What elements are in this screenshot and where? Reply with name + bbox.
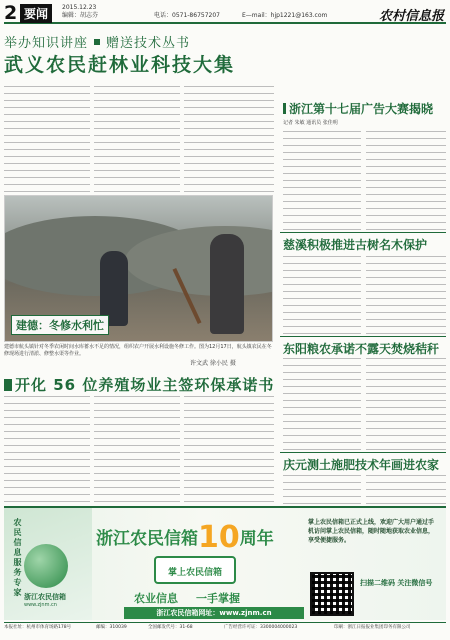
editor-credit: 编辑：胡志芬 [62,12,99,19]
contact-phone: 电话：0571-86757207 [154,12,220,19]
footer-address: 本报社址：杭州市体育场路178号 [4,625,72,630]
page-header [4,2,446,24]
story2-body-col-1 [283,254,361,334]
story3-body-col-2 [366,358,446,450]
story1-source: 记者 朱敏 通讯员 张佳明 [283,120,338,126]
footer-postal-code: 全国邮发代号：31-68 [148,625,193,630]
divider [280,232,446,233]
story1-body-col-2 [366,128,446,230]
story1-title: 浙江第十七届广告大赛揭晓 [283,100,433,117]
story3-body-col-1 [283,358,361,450]
page-number: 2 [4,2,18,24]
section-label: 要闻 [20,4,52,23]
lead-body-col-2 [94,80,180,192]
qr-label: 扫描二维码 关注微信号 [360,579,433,587]
footer-ad-license: 广告经营许可证：3300004000023 [224,625,298,630]
story4-body-col-1 [283,474,361,504]
footer-postcode: 邮编：310039 [96,625,127,630]
middle-body-col-2 [94,394,180,502]
story2-body-col-2 [366,254,446,334]
qr-code-icon[interactable] [310,572,354,616]
ad-logo-text: 浙江农民信箱 [24,593,66,601]
contact-email: E—mail：hjp1221@163.com [242,12,328,19]
page-footer [4,622,446,638]
issue-date: 2015.12.23 [62,4,97,11]
middle-headline: 开化 56 位养殖场业主签环保承诺书 [4,374,274,395]
advertisement-banner[interactable] [4,506,446,620]
lead-body-col-1 [4,80,90,192]
photo-caption-tag: 建德：冬修水利忙 [11,315,109,335]
kicker-separator [94,39,100,45]
footer-printer: 印刷：浙江日报报业集团印务有限公司 [334,625,411,630]
story4-title: 庆元测土施肥技术年画进农家 [283,458,440,472]
masthead: 农村信息报 [378,9,444,24]
ad-title: 浙江农民信箱10周年 [96,520,274,555]
ad-side-tag: 农民信息服务专家 [13,518,22,598]
story2-title: 慈溪积极推进古树名木保护 [283,238,428,252]
photo-credit: 许文武 徐小民 摄 [190,360,236,367]
lead-headline: 武义农民赶林业科技大集 [4,54,236,76]
story1-body-col-1 [283,128,361,230]
story3-title: 东阳粮农承诺不露天焚烧秸秆 [283,342,440,356]
ad-slogan: 农业信息 一手掌握 [134,592,240,605]
photo-person-right [210,234,244,334]
ad-promo-text: 掌上农民信箱已正式上线，欢迎广大用户通过手机访问掌上农民信箱，随时随地获取农业信息，享受便捷服务。 [308,519,435,544]
divider [280,452,446,453]
ad-url-bar[interactable]: 浙江农民信箱网址：www.zjnm.cn [124,607,304,619]
middle-body-col-3 [184,394,274,502]
lead-kicker [4,32,190,51]
kicker-right: 赠送技术丛书 [106,36,191,51]
ad-logo-url: www.zjnm.cn [24,602,57,608]
lead-body-col-3 [184,80,274,192]
mobile-phone-icon: 掌上农民信箱 [154,556,236,584]
story4-body-col-2 [366,474,446,504]
divider [280,336,446,337]
kicker-left: 举办知识讲座 [4,36,89,51]
zjnm-logo-icon [24,544,68,588]
photo-caption: 建德市航头镇针对冬季农闲时间水库蓄水不足的情况，组织农户开展水利设施冬修工作。图为12月17日，航头镇农民在冬修现场进行清淤、修整水渠等作业。 [4,344,272,357]
middle-body-col-1 [4,394,90,502]
news-photo [4,195,273,342]
